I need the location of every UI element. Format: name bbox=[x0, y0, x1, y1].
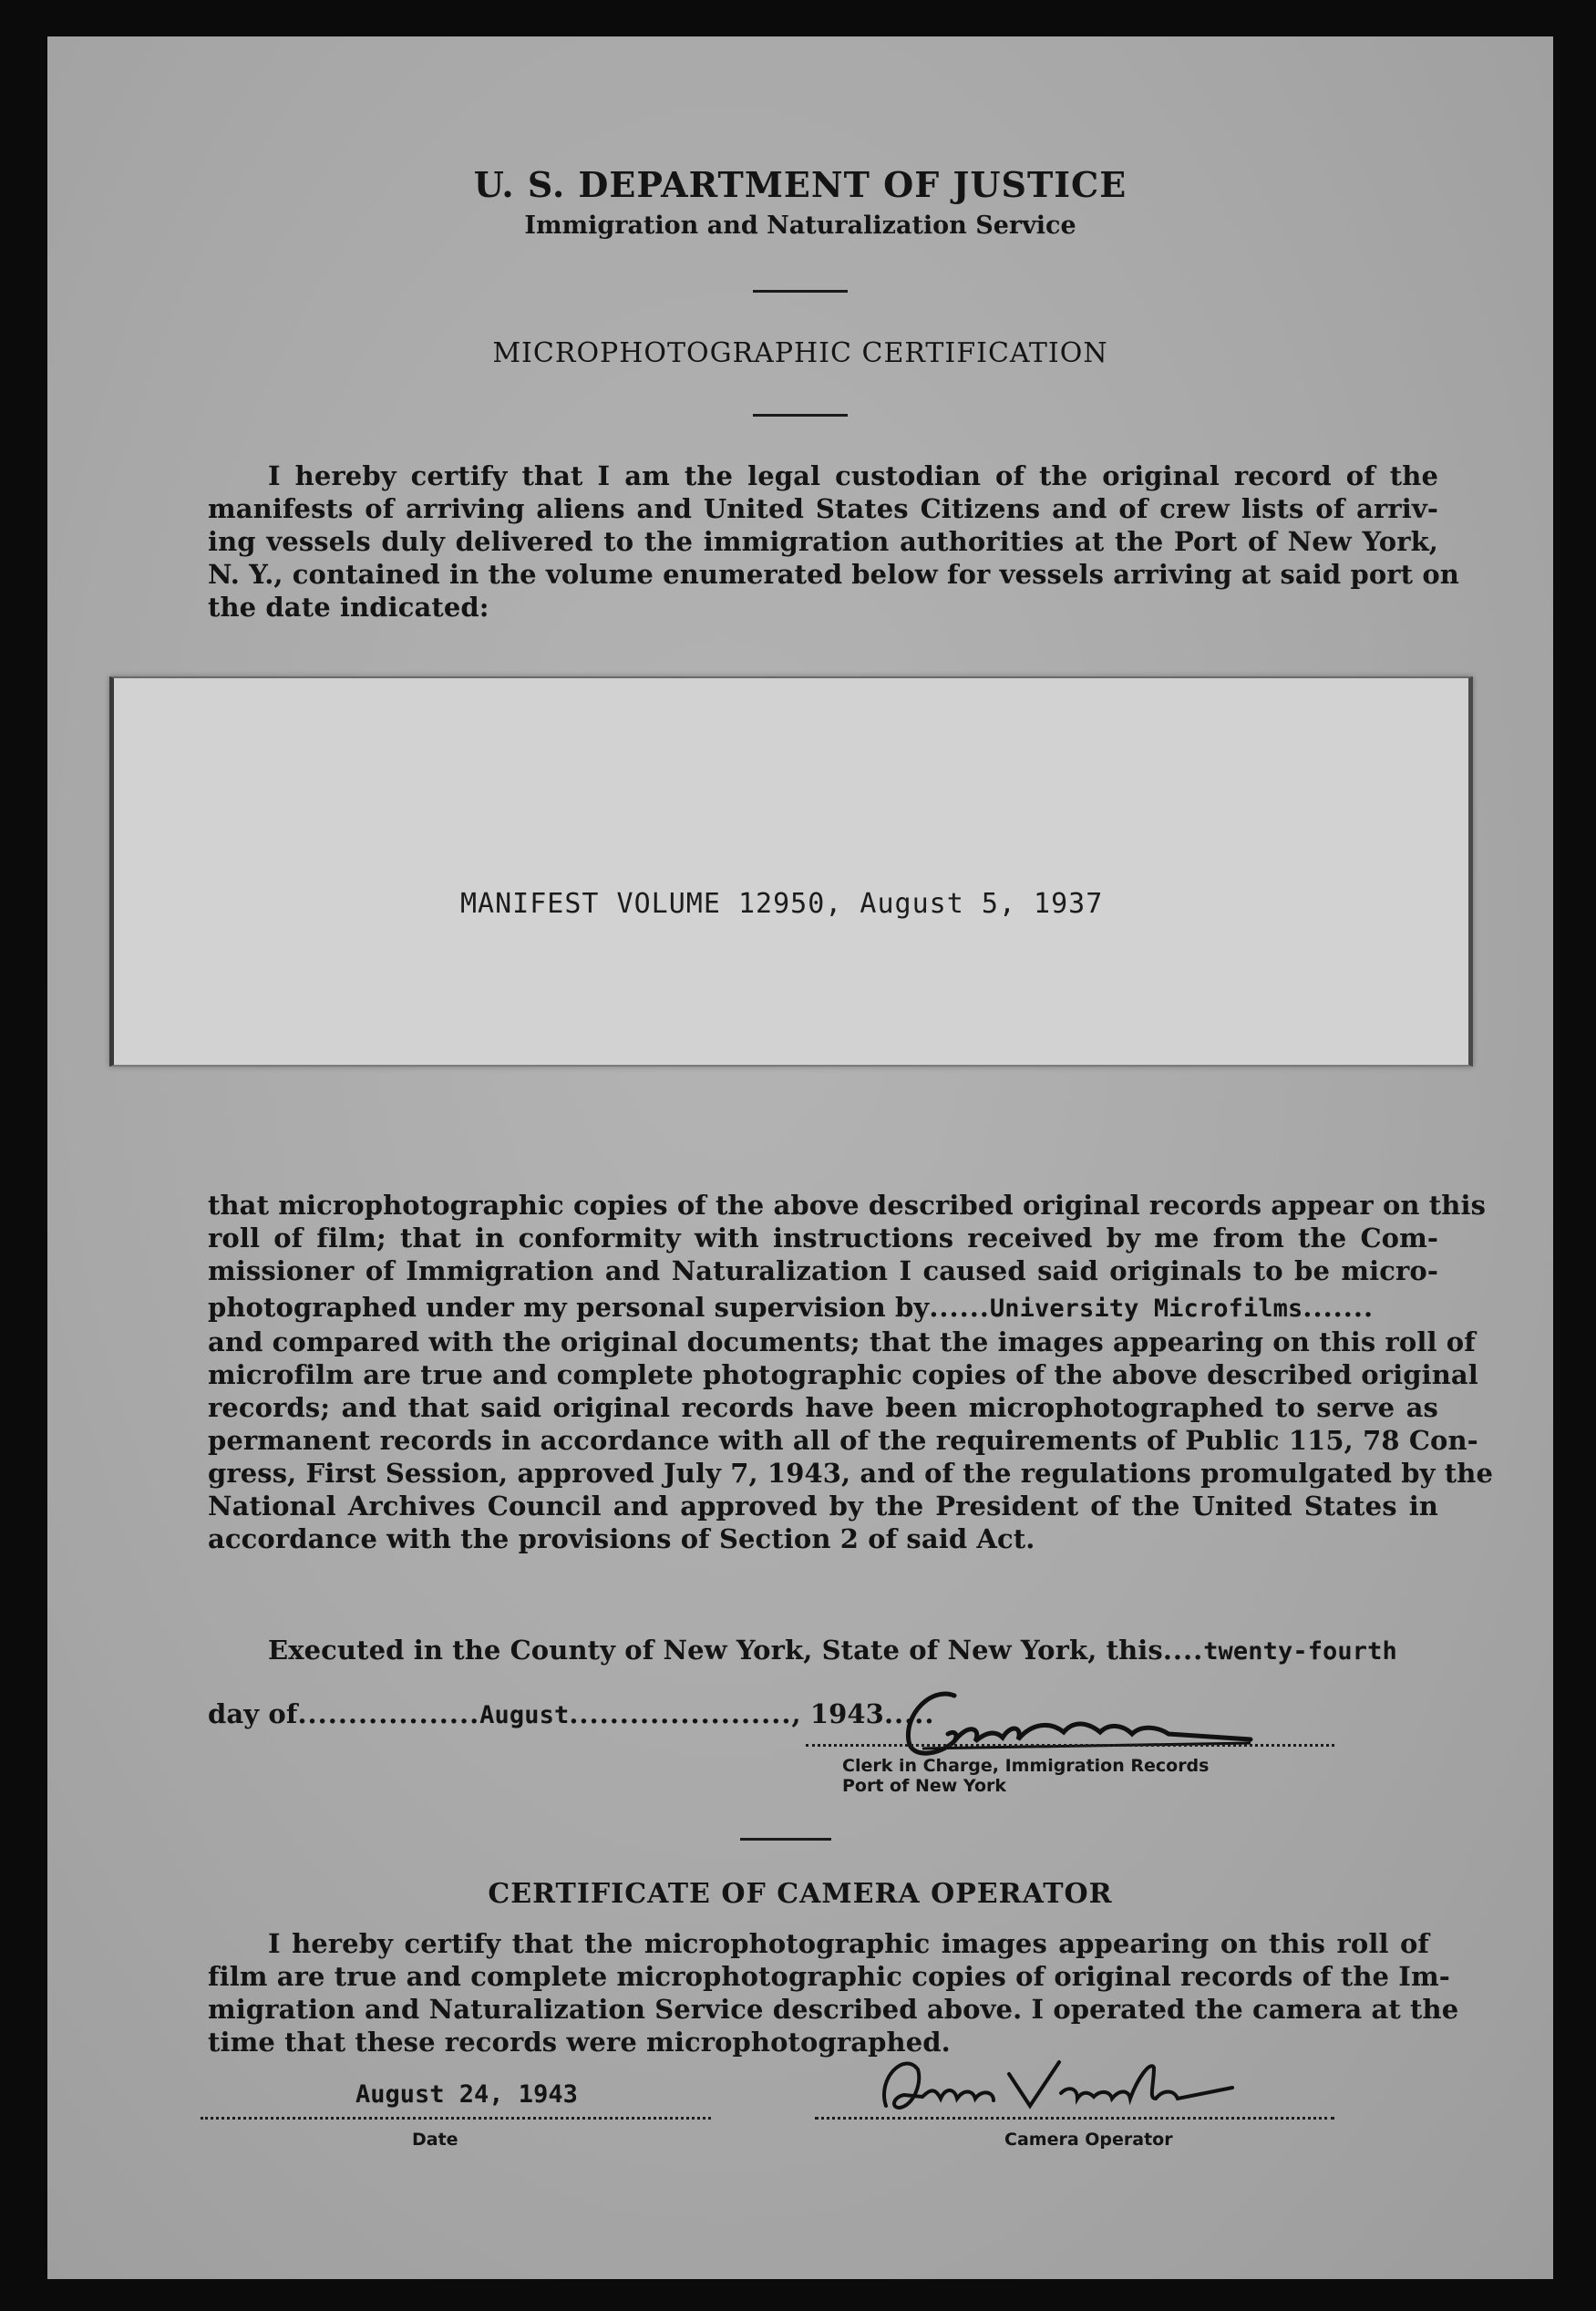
manifest-slip bbox=[109, 676, 1473, 1067]
month-value: August bbox=[479, 1701, 570, 1729]
intro-line: N. Y., contained in the volume enumerated below for vessels arriving at said port on bbox=[208, 559, 1459, 590]
service-subheading: Immigration and Naturalization Service bbox=[524, 211, 1076, 240]
body-line: and compared with the original documents; that the images appearing on this roll of bbox=[208, 1326, 1476, 1357]
operator-date: August 24, 1943 bbox=[355, 2080, 578, 2109]
certificate-sheet bbox=[47, 36, 1553, 2279]
clerk-title-line2: Port of New York bbox=[842, 1776, 1007, 1796]
body-line: records; and that said original records have been microphotographed to serve as bbox=[208, 1392, 1438, 1423]
executed-prefix: Executed in the County of New York, State of New York, this bbox=[268, 1635, 1163, 1666]
department-heading: U. S. DEPARTMENT OF JUSTICE bbox=[473, 164, 1127, 205]
body-line: roll of film; that in conformity with instructions received by me from the Com- bbox=[208, 1223, 1438, 1254]
camera-line: time that these records were microphotographed. bbox=[208, 2027, 951, 2058]
camera-operator-line bbox=[815, 2117, 1334, 2120]
year-value: , 1943 bbox=[791, 1698, 884, 1729]
camera-operator-label: Camera Operator bbox=[1004, 2130, 1173, 2150]
year-dots: ..... bbox=[883, 1698, 935, 1729]
intro-paragraph bbox=[208, 459, 1459, 624]
clerk-signature-line bbox=[806, 1744, 1334, 1747]
body-line: microfilm are true and complete photographic copies of the above described original bbox=[208, 1359, 1478, 1390]
clerk-title bbox=[842, 1756, 1209, 1796]
camera-certificate-heading: CERTIFICATE OF CAMERA OPERATOR bbox=[488, 1878, 1113, 1910]
month-dots: ...................... bbox=[569, 1698, 792, 1729]
day-ordinal: twenty-fourth bbox=[1203, 1637, 1397, 1666]
body-line: gress, First Session, approved July 7, 1943, and of the regulations promulgated by the bbox=[208, 1458, 1494, 1489]
day-of-dots: .................. bbox=[297, 1698, 480, 1729]
manifest-volume-text: MANIFEST VOLUME 12950, August 5, 1937 bbox=[460, 888, 1104, 920]
intro-line: manifests of arriving aliens and United States Citizens and of crew lists of arriv- bbox=[208, 493, 1438, 524]
date-label: Date bbox=[412, 2130, 458, 2150]
photographed-by-line bbox=[208, 1291, 1438, 1326]
intro-line: the date indicated: bbox=[208, 592, 489, 623]
camera-line: I hereby certify that the microphotographic images appearing on this roll of bbox=[268, 1928, 1429, 1959]
photographer-name: University Microfilms bbox=[989, 1295, 1303, 1323]
header-divider bbox=[753, 290, 848, 293]
camera-line: film are true and complete microphotographic copies of original records of the Im- bbox=[208, 1961, 1450, 1992]
executed-line bbox=[268, 1634, 1453, 1668]
photographed-dots: ...... bbox=[929, 1292, 990, 1323]
photographed-dots: ....... bbox=[1303, 1292, 1375, 1323]
body-line: that microphotographic copies of the above described original records appear on this bbox=[208, 1190, 1487, 1221]
photographed-prefix: photographed under my personal supervision by bbox=[208, 1292, 930, 1323]
certification-title: MICROPHOTOGRAPHIC CERTIFICATION bbox=[492, 337, 1108, 369]
intro-line: I hereby certify that I am the legal custodian of the original record of the bbox=[268, 460, 1438, 491]
clerk-title-line1: Clerk in Charge, Immigration Records bbox=[842, 1756, 1210, 1776]
date-line bbox=[201, 2117, 711, 2120]
body-line: accordance with the provisions of Section 2 of said Act. bbox=[208, 1523, 1035, 1554]
title-divider bbox=[753, 414, 848, 417]
body-line: permanent records in accordance with all of the requirements of Public 115, 78 Con- bbox=[208, 1425, 1478, 1456]
body-line: National Archives Council and approved by the President of the United States in bbox=[208, 1491, 1438, 1522]
camera-paragraph bbox=[208, 1927, 1459, 2058]
intro-line: ing vessels duly delivered to the immigration authorities at the Port of New York, bbox=[208, 526, 1438, 557]
camera-line: migration and Naturalization Service described above. I operated the camera at the bbox=[208, 1994, 1459, 2025]
camera-operator-signature bbox=[849, 2042, 1251, 2124]
body-paragraph bbox=[208, 1189, 1494, 1555]
body-line: missioner of Immigration and Naturalization I caused said originals to be micro- bbox=[208, 1255, 1438, 1286]
section-divider bbox=[740, 1838, 831, 1841]
executed-dots: .... bbox=[1162, 1635, 1204, 1666]
day-of-label: day of bbox=[208, 1698, 298, 1729]
